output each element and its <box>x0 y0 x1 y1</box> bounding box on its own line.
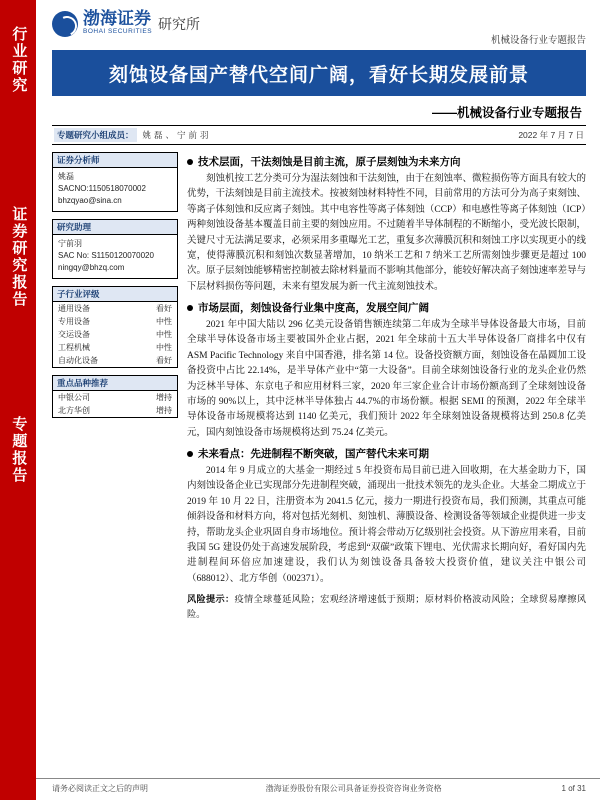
subsector-name: 交运设备 <box>58 330 90 339</box>
section-heading-text: 未来看点：先进制程不断突破，国产替代未来可期 <box>198 448 429 460</box>
analyst-email[interactable]: bhzqyao@sina.cn <box>58 196 122 205</box>
subsector-rating-header: 子行业评级 <box>53 287 177 302</box>
footer-disclaimer: 请务必阅读正文之后的声明 <box>52 784 148 793</box>
assistant-email[interactable]: ningqy@bhzq.com <box>58 263 125 272</box>
section-paragraph: 2014 年 9 月成立的大基金一期经过 5 年投资布局目前已进入回收期，在大基金助力下，国内刻蚀设备企业已实现部分先进制程突破，涌现出一批技术领先的龙头企业。大基金二期成立于 2019 年 10 月 22 日，注册资本为 2041.5 亿元，接力一期进行投资布局，我们预测，其重点可能倾斜设备和材料方向，将对包括光刻机、刻蚀机、薄膜设备、检测设备等领域企业提供进一步支持，帮助龙头企业巩固自身市场地位。预计将会带动万亿级别社会投资。从下游应用来看，目前我国 5G 建设仍处于高速发展阶段，考虑到“双碳”政策下锂电、光伏需求长期向好，看好国内先进制程间环倍应加速建设，我们认为刻蚀设备具备较大投资价值，建议关注中银公司（688012）、北方华创（002371）。 <box>187 466 587 584</box>
risk-label: 风险提示： <box>187 594 235 604</box>
table-row <box>53 315 177 328</box>
meta-team-label: 专题研究小组成员： <box>54 128 137 142</box>
document-page <box>36 0 600 800</box>
rail-label-securities-research-report: 证券研究报告 <box>10 206 28 308</box>
analyst-box <box>52 152 178 212</box>
page-footer <box>36 778 600 800</box>
sidebar <box>52 152 187 621</box>
bullet-dot-icon <box>187 451 193 457</box>
document-header <box>52 0 586 48</box>
left-side-rail <box>0 0 36 800</box>
risk-text: 疫情全球蔓延风险；宏观经济增速低于预期；原材料价格波动风险；全球贸易摩擦风险。 <box>187 594 587 619</box>
section-heading <box>187 300 586 315</box>
assistant-box <box>52 219 178 279</box>
subsector-rating-box <box>52 286 178 368</box>
footer-company: 渤海证券股份有限公司具备证券投资咨询业务资格 <box>265 784 442 793</box>
brand-name-cn: 渤海证券 <box>83 9 151 28</box>
assistant-name: 宁前羽 <box>58 239 82 248</box>
section-heading-text: 技术层面，干法刻蚀是目前主流，原子层刻蚀为未来方向 <box>198 156 461 168</box>
meta-publish-date: 2022 年 7 月 7 日 <box>518 130 584 140</box>
meta-row <box>52 125 586 145</box>
rail-label-special-report: 专题报告 <box>10 416 28 484</box>
pick-name: 中银公司 <box>58 393 90 402</box>
subsector-name: 工程机械 <box>58 343 90 352</box>
subsector-rating: 中性 <box>156 330 172 339</box>
page-subtitle: ——机械设备行业专题报告 <box>431 106 582 120</box>
subsector-name: 通用设备 <box>58 304 90 313</box>
analyst-license: SACNO:1150518070002 <box>58 184 146 193</box>
subsector-rating: 中性 <box>156 317 172 326</box>
top-picks-header: 重点品种推荐 <box>53 376 177 391</box>
assistant-box-header: 研究助理 <box>53 220 177 235</box>
top-picks-box <box>52 375 178 418</box>
section-heading <box>187 154 586 169</box>
section-paragraph: 刻蚀机按工艺分类可分为湿法刻蚀和干法刻蚀，由于在刻蚀率、微粒损伤等方面具有较大的优势，干法刻蚀是目前主流技术。按被刻蚀材料特性不同，目前常用的方法可分为高子束刻蚀、等离子体刻蚀和反应离子刻蚀。其中电容性等离子体刻蚀（CCP）和电感性等离子体刻蚀（ICP）两种刻蚀设备基本覆盖目前主要的刻蚀应用。不过随着半导体制程的不断缩小，受光波长限制，关键尺寸无法满足要求，必须采用多重曝光工艺，重复多次薄膜沉积和刻蚀工序以实现更小的线宽，使得薄膜沉积和刻蚀次数显著增加，10 纳米工艺和 7 纳米工艺所需刻蚀步骤更是超过 100 次。原子层刻蚀能够精密控制被去除材料量而不影响其他部分，能较好解决高子刻蚀速率差导与下层材料损伤等问题，未来有望发展为新一代主流刻蚀技术。 <box>187 174 587 292</box>
top-picks-table <box>53 391 177 417</box>
subsector-rating: 中性 <box>156 343 172 352</box>
section-paragraph: 2021 年中国大陆以 296 亿美元设备销售额连续第二年成为全球半导体设备最大市场，目前全球半导体设备市场主要被国外企业占据，2021 年全球前十五大半导体设备厂商排名中仅有 ASM Pacific Technology 来自中国香港，排名第 14 位。设备投资额方面，刻蚀设备在晶圆加工设备投资中占比 22.14%，是半导体产业中“第一大设备”。目前全球刻蚀设备行业的龙头企业仍然为泛林半导体、东京电子和应用材料三家，2020 年三家企业合计市场份额高到了全球刻蚀设备市场的 90%以上，其中泛林半导体独占 44.7%的市场份额。根据 SEMI 的预测，2022 年全球半导体设备市场规模将达到 1140 亿美元，我们预计 2022 年全球刻蚀设备规模将达到 250.8 亿美元，国内刻蚀设备市场规模将达到 75.24 亿美元。 <box>187 320 586 438</box>
brand-department: 研究所 <box>158 16 201 32</box>
table-row <box>53 354 177 367</box>
table-row <box>53 341 177 354</box>
table-row <box>53 404 177 417</box>
header-report-tag: 机械设备行业专题报告 <box>490 35 586 46</box>
brand-name-en: BOHAI SECURITIES <box>83 28 153 35</box>
subsector-name: 专用设备 <box>58 317 90 326</box>
table-row <box>53 302 177 315</box>
pick-rating: 增持 <box>156 393 172 402</box>
table-row <box>53 328 177 341</box>
pick-rating: 增持 <box>156 406 172 415</box>
subsector-name: 自动化设备 <box>58 356 98 365</box>
bullet-dot-icon <box>187 305 193 311</box>
main-content <box>187 152 586 621</box>
section-heading <box>187 446 586 461</box>
rail-label-industry-research: 行业研究 <box>10 26 28 94</box>
table-row <box>53 391 177 404</box>
subsector-rating: 看好 <box>156 356 172 365</box>
section-heading-text: 市场层面，刻蚀设备行业集中度高，发展空间广阔 <box>198 302 429 314</box>
subsector-rating-table <box>53 302 177 367</box>
analyst-name: 姚磊 <box>58 172 74 181</box>
risk-disclosure <box>187 592 586 621</box>
meta-team-members: 姚磊、宁前羽 <box>142 130 212 140</box>
analyst-box-header: 证券分析师 <box>53 153 177 168</box>
assistant-license: SAC No: S1150120070020 <box>58 251 154 260</box>
bohai-logo-icon <box>52 11 78 37</box>
footer-page-number: 1 of 31 <box>561 784 586 793</box>
brand-logo <box>52 10 200 37</box>
page-title: 刻蚀设备国产替代空间广阔，看好长期发展前景 <box>52 50 586 96</box>
subsector-rating: 看好 <box>156 304 172 313</box>
pick-name: 北方华创 <box>58 406 90 415</box>
bullet-dot-icon <box>187 159 193 165</box>
